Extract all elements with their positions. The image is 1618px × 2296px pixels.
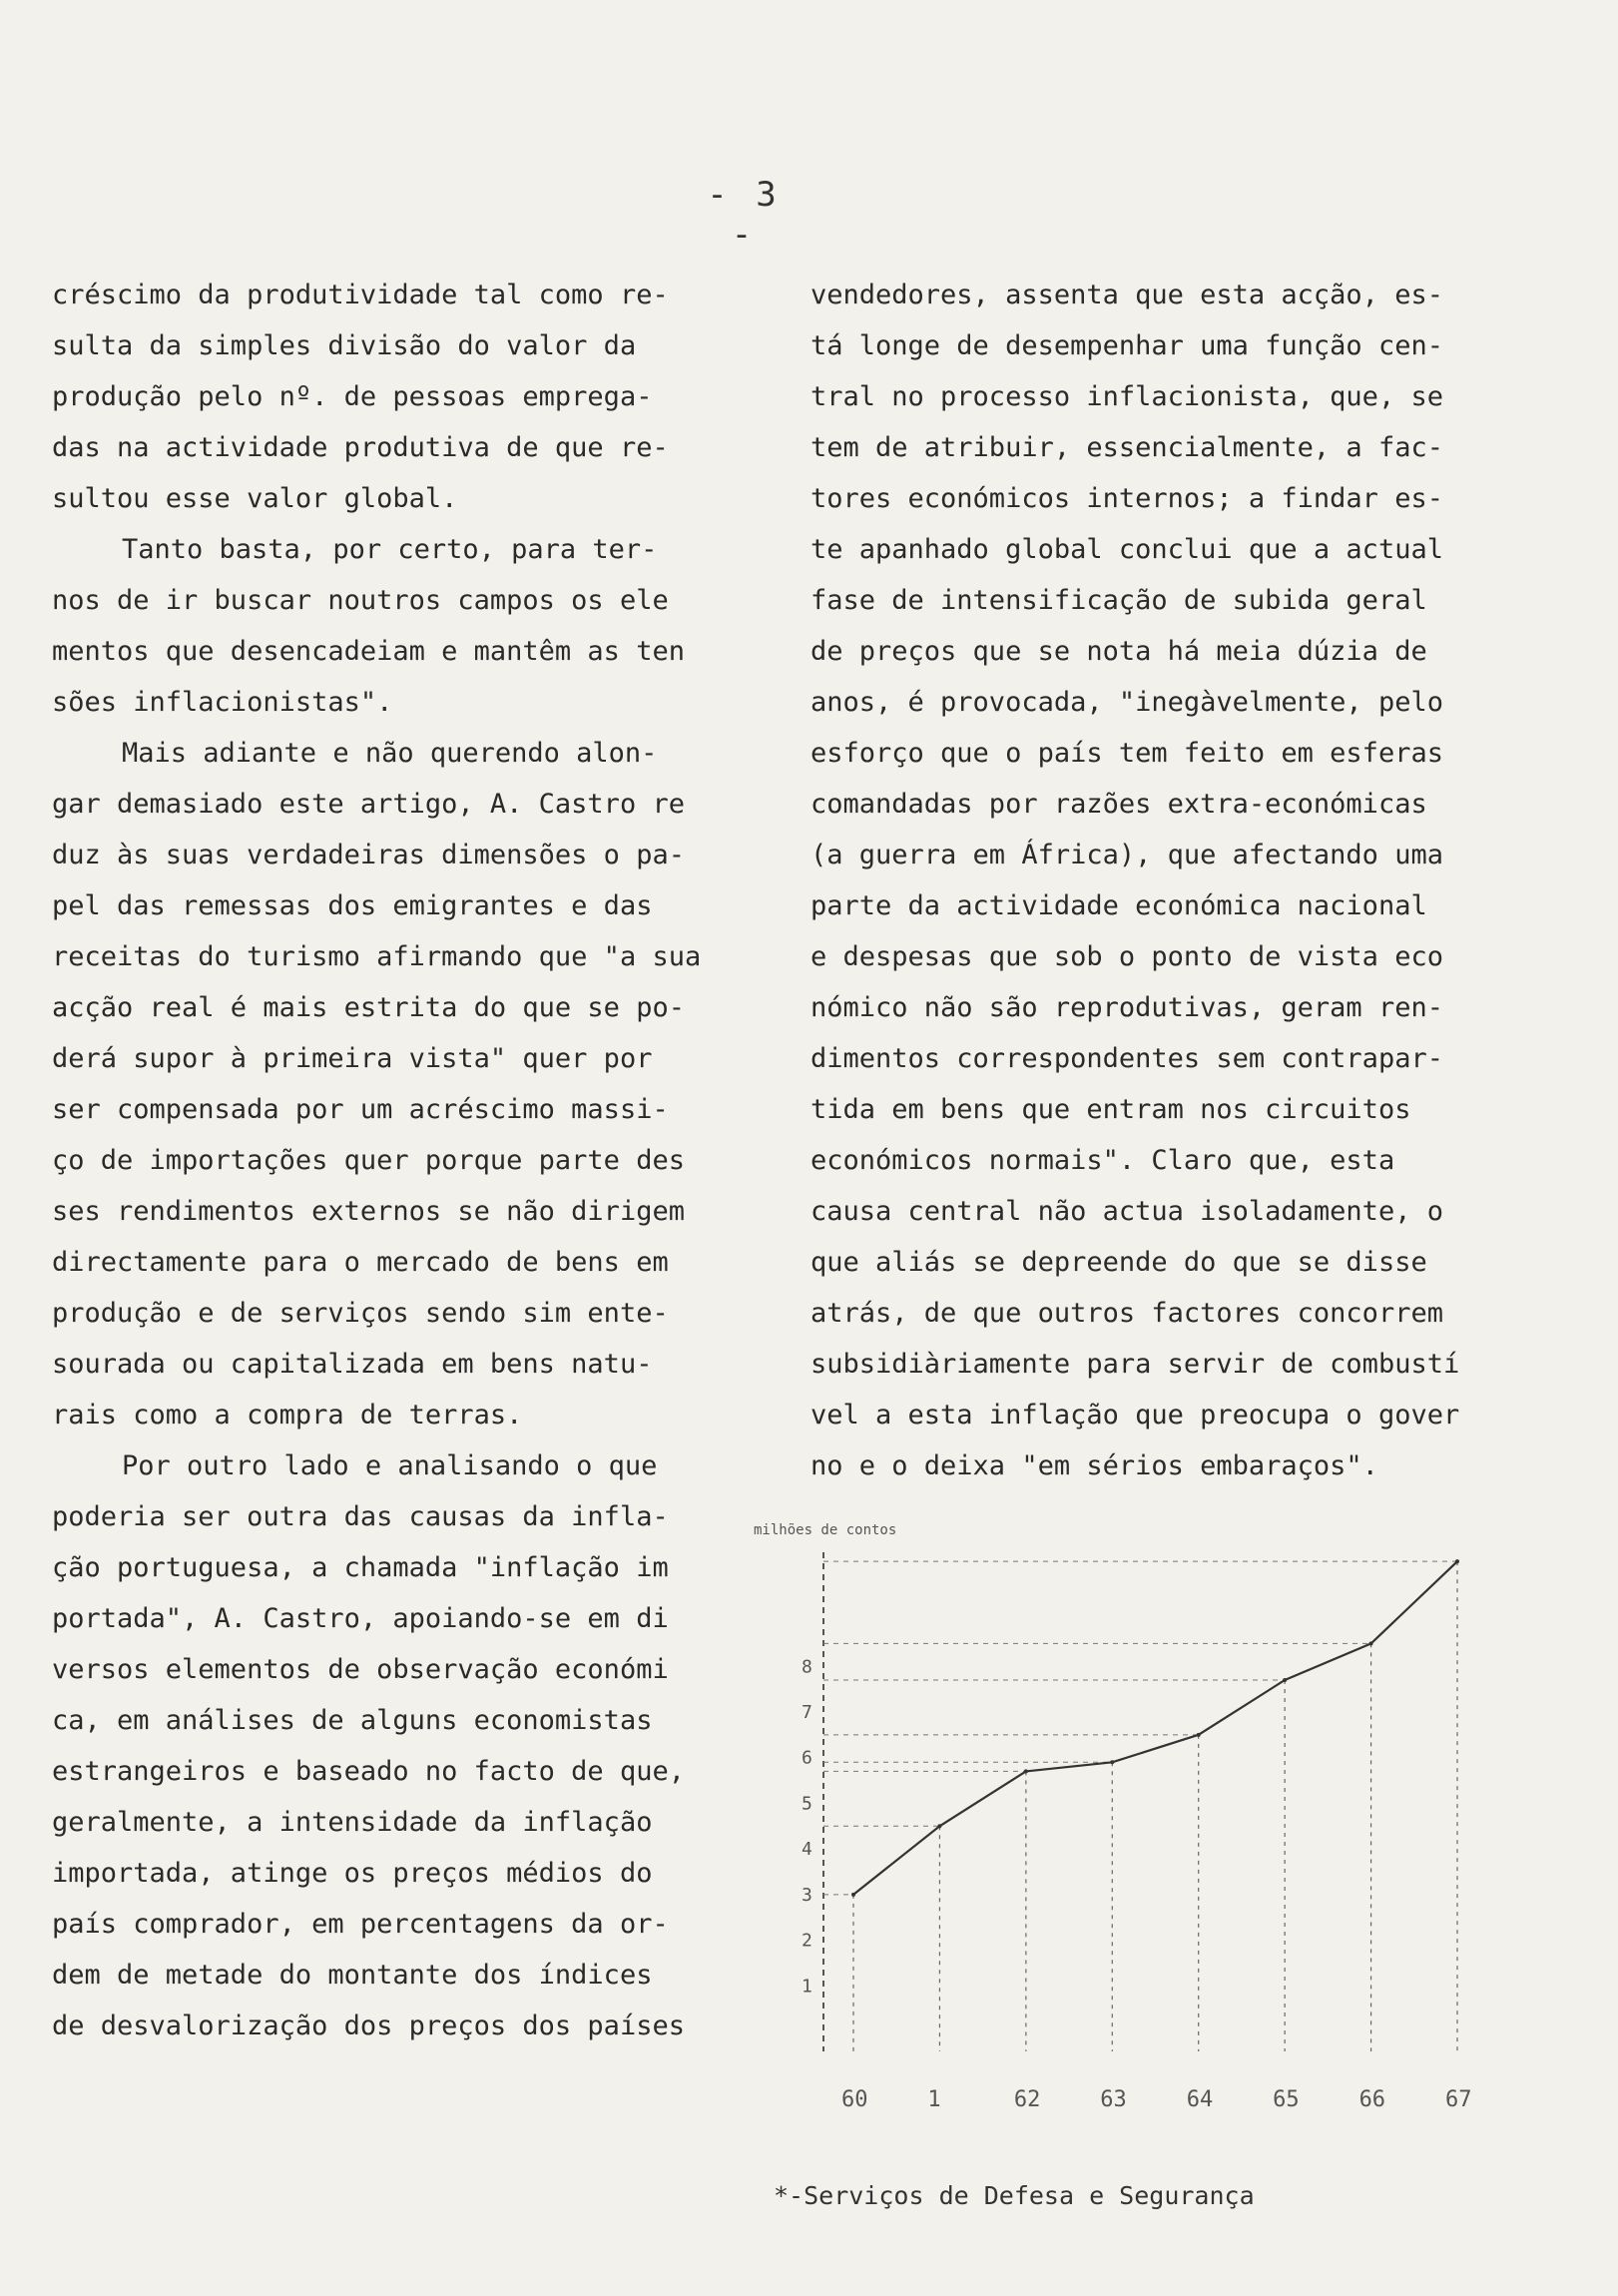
text-line: acção real é mais estrita do que se po- bbox=[52, 992, 685, 1023]
x-tick-label: 63 bbox=[1100, 2087, 1127, 2111]
text-line: das na actividade produtiva de que re- bbox=[52, 432, 669, 463]
text-line: nos de ir buscar noutros campos os ele bbox=[52, 585, 669, 616]
text-line: gar demasiado este artigo, A. Castro re bbox=[52, 789, 685, 820]
text-line: no e o deixa "em sérios embaraços". bbox=[810, 1450, 1378, 1481]
text-line: e despesas que sob o ponto de vista eco bbox=[810, 941, 1443, 972]
text-line: comandadas por razões extra-económicas bbox=[810, 789, 1427, 820]
y-tick-label: 5 bbox=[802, 1793, 812, 1815]
text-line: tida em bens que entram nos circuitos bbox=[810, 1094, 1411, 1125]
text-line: portada", A. Castro, apoiando-se em di bbox=[52, 1603, 669, 1634]
text-line: tral no processo inflacionista, que, se bbox=[810, 381, 1443, 412]
y-axis-label: milhões de contos bbox=[754, 1522, 897, 1538]
x-tick-label: 62 bbox=[1013, 2087, 1041, 2111]
text-line: de preços que se nota há meia dúzia de bbox=[810, 636, 1427, 667]
text-line: ção portuguesa, a chamada "inflação im bbox=[52, 1552, 669, 1583]
text-line: produção pelo nº. de pessoas emprega- bbox=[52, 381, 653, 412]
text-line: créscimo da produtividade tal como re- bbox=[52, 280, 669, 310]
footnote: *-Serviços de Defesa e Segurança bbox=[774, 2181, 1255, 2210]
text-line: ser compensada por um acréscimo massi- bbox=[52, 1094, 669, 1125]
text-line: Por outro lado e analisando o que bbox=[122, 1450, 658, 1481]
text-line: sultou esse valor global. bbox=[52, 483, 458, 514]
data-point bbox=[1110, 1760, 1114, 1764]
text-line: nómico não são reprodutivas, geram ren- bbox=[810, 992, 1443, 1023]
text-line: ca, em análises de alguns economistas bbox=[52, 1705, 653, 1736]
text-line: ses rendimentos externos se não dirigem bbox=[52, 1196, 685, 1227]
text-line: atrás, de que outros factores concorrem bbox=[810, 1298, 1443, 1329]
text-line: directamente para o mercado de bens em bbox=[52, 1247, 669, 1278]
text-line: poderia ser outra das causas da infla- bbox=[52, 1501, 669, 1532]
x-tick-label: 67 bbox=[1445, 2087, 1472, 2111]
text-line: produção e de serviços sendo sim ente- bbox=[52, 1298, 669, 1329]
text-line: geralmente, a intensidade da inflação bbox=[52, 1807, 653, 1838]
text-line: esforço que o país tem feito em esferas bbox=[810, 738, 1443, 769]
series-line bbox=[853, 1561, 1457, 1895]
text-line: tem de atribuir, essencialmente, a fac- bbox=[810, 432, 1443, 463]
x-tick-label: 66 bbox=[1358, 2087, 1386, 2111]
data-point bbox=[1369, 1641, 1373, 1645]
text-line: te apanhado global conclui que a actual bbox=[810, 534, 1443, 565]
text-line: versos elementos de observação económi bbox=[52, 1654, 669, 1685]
text-line: (a guerra em África), que afectando uma bbox=[810, 840, 1443, 870]
text-line: Tanto basta, por certo, para ter- bbox=[122, 534, 658, 565]
text-line: ço de importações quer porque parte des bbox=[52, 1145, 685, 1176]
text-line: mentos que desencadeiam e mantêm as ten bbox=[52, 636, 685, 667]
text-line: vendedores, assenta que esta acção, es- bbox=[810, 280, 1443, 310]
text-line: Mais adiante e não querendo alon- bbox=[122, 738, 658, 769]
text-line: tá longe de desempenhar uma função cen- bbox=[810, 330, 1443, 361]
text-line: anos, é provocada, "inegàvelmente, pelo bbox=[810, 687, 1443, 718]
text-line: fase de intensificação de subida geral bbox=[810, 585, 1427, 616]
text-line: sulta da simples divisão do valor da bbox=[52, 330, 637, 361]
text-line: estrangeiros e baseado no facto de que, bbox=[52, 1756, 685, 1787]
y-tick-label: 1 bbox=[802, 1976, 812, 1998]
text-line: rais como a compra de terras. bbox=[52, 1400, 523, 1431]
y-tick-label: 4 bbox=[802, 1839, 812, 1861]
page-number: - 3 - bbox=[707, 175, 781, 255]
text-line: pel das remessas dos emigrantes e das bbox=[52, 890, 653, 921]
data-point bbox=[1283, 1678, 1287, 1682]
x-tick-label: 64 bbox=[1186, 2087, 1214, 2111]
x-tick-label: 1 bbox=[927, 2087, 941, 2111]
y-tick-label: 3 bbox=[802, 1884, 812, 1906]
y-tick-label: 8 bbox=[802, 1656, 812, 1678]
text-line: dem de metade do montante dos índices bbox=[52, 1960, 653, 1991]
text-line: tores económicos internos; a findar es- bbox=[810, 483, 1443, 514]
text-line: económicos normais". Claro que, esta bbox=[810, 1145, 1395, 1176]
y-tick-label: 2 bbox=[802, 1930, 812, 1952]
data-point bbox=[1024, 1769, 1028, 1773]
x-tick-label: 65 bbox=[1273, 2087, 1300, 2111]
text-line: sourada ou capitalizada em bens natu- bbox=[52, 1349, 653, 1380]
text-line: receitas do turismo afirmando que "a sua bbox=[52, 941, 702, 972]
y-tick-label: 7 bbox=[802, 1702, 812, 1723]
text-line: de desvalorização dos preços dos países bbox=[52, 2010, 685, 2041]
expenditure-line-chart bbox=[744, 1512, 1482, 2111]
text-line: causa central não actua isoladamente, o bbox=[810, 1196, 1443, 1227]
chart-svg bbox=[744, 1512, 1482, 2111]
text-line: duz às suas verdadeiras dimensões o pa- bbox=[52, 840, 685, 870]
right-text-column bbox=[810, 270, 1474, 1491]
text-line: parte da actividade económica nacional bbox=[810, 890, 1427, 921]
text-line: subsidiàriamente para servir de combustí bbox=[810, 1349, 1460, 1380]
left-text-column bbox=[52, 270, 711, 2051]
data-point bbox=[937, 1824, 941, 1828]
text-line: que aliás se depreende do que se disse bbox=[810, 1247, 1427, 1278]
x-tick-label: 60 bbox=[841, 2087, 868, 2111]
y-tick-label: 6 bbox=[802, 1747, 812, 1769]
text-line: importada, atinge os preços médios do bbox=[52, 1858, 653, 1889]
text-line: vel a esta inflação que preocupa o gover bbox=[810, 1400, 1460, 1431]
text-line: sões inflacionistas". bbox=[52, 687, 393, 718]
text-line: derá supor à primeira vista" quer por bbox=[52, 1043, 653, 1074]
data-point bbox=[1197, 1733, 1201, 1737]
data-point bbox=[1455, 1559, 1459, 1563]
text-line: país comprador, em percentagens da or- bbox=[52, 1909, 669, 1940]
data-point bbox=[851, 1893, 855, 1897]
text-line: dimentos correspondentes sem contrapar- bbox=[810, 1043, 1443, 1074]
